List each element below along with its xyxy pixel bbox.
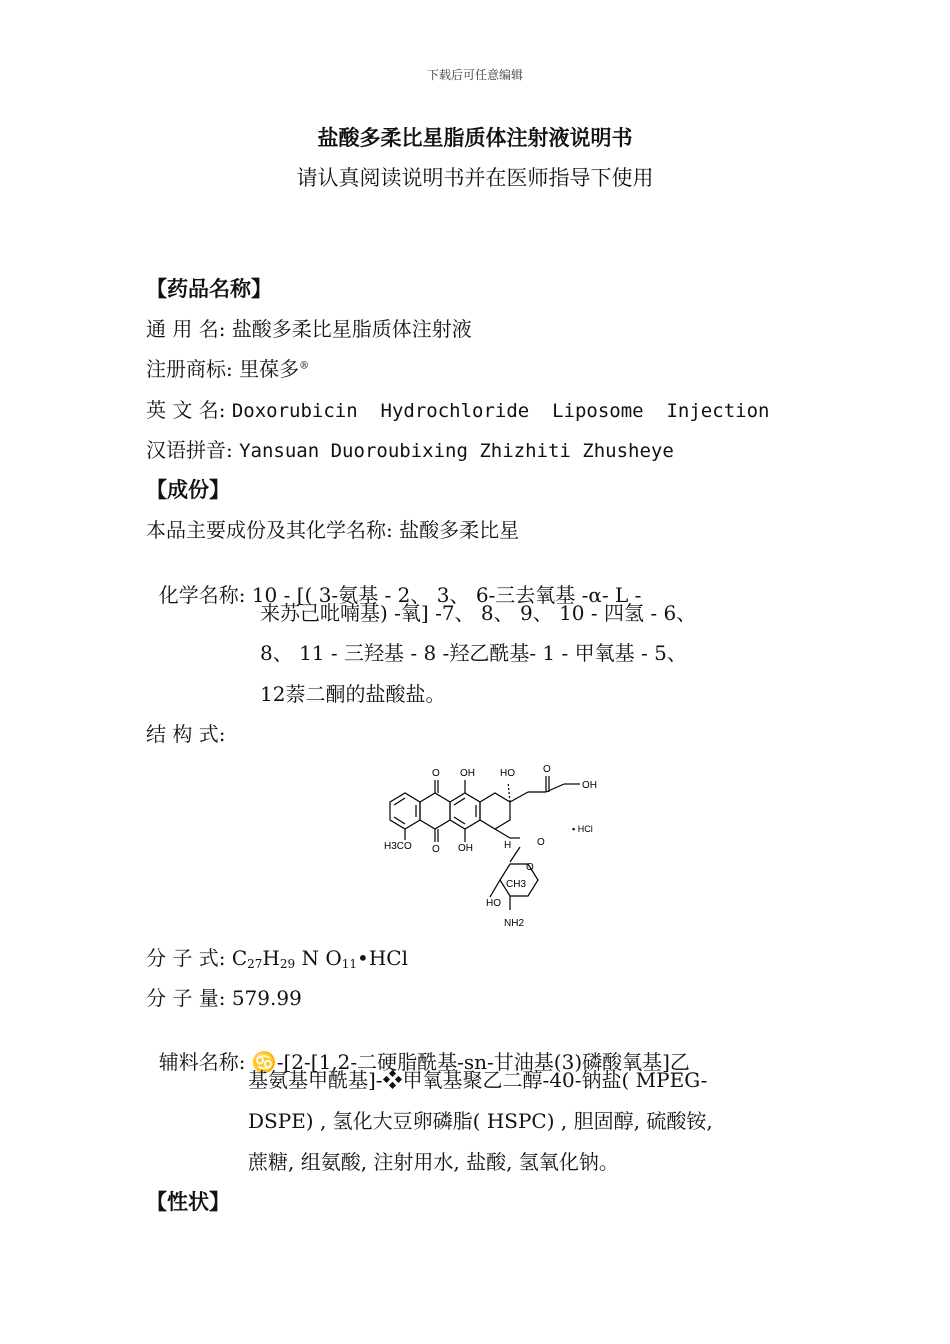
molecular-formula-row (146, 942, 408, 971)
chemical-name-line-4: 12萘二酮的盐酸盐。 (260, 682, 446, 706)
label-oh-top: OH (460, 768, 475, 779)
label-o-bottom: O (432, 844, 440, 855)
section-drug-name: 【药品名称】 (146, 276, 272, 301)
english-name-label: 英 文 名: (146, 398, 226, 422)
label-oh-bottom: OH (458, 843, 473, 854)
trademark-value: 里葆多 (239, 357, 300, 381)
label-ho: HO (500, 768, 515, 779)
pinyin-row (146, 434, 674, 463)
structure-label: 结 构 式: (146, 722, 226, 746)
section-composition: 【成份】 (146, 477, 230, 502)
molecular-formula-label: 分 子 式: (146, 946, 226, 970)
trademark-label: 注册商标: (146, 357, 233, 381)
label-nh2: NH2 (504, 918, 525, 929)
main-ingredient-line: 本品主要成份及其化学名称: 盐酸多柔比星 (146, 518, 520, 542)
pinyin-value: Yansuan Duoroubixing Zhizhiti Zhusheye (239, 440, 674, 462)
label-o-keto: O (543, 764, 551, 775)
label-o-top: O (432, 768, 440, 779)
molecular-weight-row (146, 982, 302, 1011)
molecular-weight-label: 分 子 量: (146, 986, 226, 1010)
label-o-link: O (537, 837, 545, 848)
generic-name-row (146, 313, 472, 342)
english-name-value: Doxorubicin Hydrochloride Liposome Injection (231, 400, 770, 422)
english-name-row (146, 394, 769, 423)
generic-name-label: 通 用 名: (146, 317, 226, 341)
label-ch3: CH3 (506, 879, 527, 890)
chemical-name-line-1: 10 - [( 3-氨基 - 2、 3、 6-三去氧基 -α- L - (245, 583, 642, 607)
document-title: 盐酸多柔比星脂质体注射液说明书 (317, 125, 633, 150)
excipient-line-4: 蔗糖, 组氨酸, 注射用水, 盐酸, 氢氧化钠。 (248, 1150, 619, 1174)
registered-mark: ® (299, 360, 310, 372)
chemical-name-line-3: 8、 11 - 三羟基 - 8 -羟乙酰基- 1 - 甲氧基 - 5、 (260, 641, 687, 665)
excipient-line-3: DSPE) , 氢化大豆卵磷脂( HSPC) , 胆固醇, 硫酸铵, (248, 1109, 713, 1133)
header-note: 下载后可任意编辑 (426, 68, 523, 82)
trademark-row (146, 353, 309, 382)
label-h: H (504, 840, 512, 851)
chemical-name-line-2: 来苏己吡喃基) -氧] -7、 8、 9、 10 - 四氢 - 6、 (260, 601, 697, 625)
section-properties: 【性状】 (146, 1189, 230, 1214)
generic-name-value: 盐酸多柔比星脂质体注射液 (231, 317, 472, 341)
label-oh-side: OH (582, 780, 597, 791)
excipient-label: 辅料名称: (158, 1050, 246, 1074)
label-ho-sugar: HO (486, 898, 501, 909)
excipient-line-2: 基氨基甲酰基]-❖甲氧基聚乙二醇-40-钠盐( MPEG- (248, 1068, 708, 1092)
label-hcl: ▪ HCl (572, 824, 593, 834)
document-subtitle: 请认真阅读说明书并在医师指导下使用 (296, 166, 654, 190)
structural-formula-image (380, 752, 620, 932)
label-o-ring: O (526, 862, 534, 873)
molecular-formula-value: $C_{27}H_{29}$ N $O_{11}•HCl$ (231, 946, 408, 971)
pinyin-label: 汉语拼音: (146, 438, 233, 462)
chemical-name-label: 化学名称: (158, 583, 246, 607)
label-h3co: H3CO (384, 841, 412, 852)
excipient-line-1: ♋-[2-[1,2-二硬脂酰基-sn-甘油基(3)磷酸氧基]乙 (245, 1050, 690, 1074)
molecular-weight-value: 579.99 (231, 986, 302, 1010)
